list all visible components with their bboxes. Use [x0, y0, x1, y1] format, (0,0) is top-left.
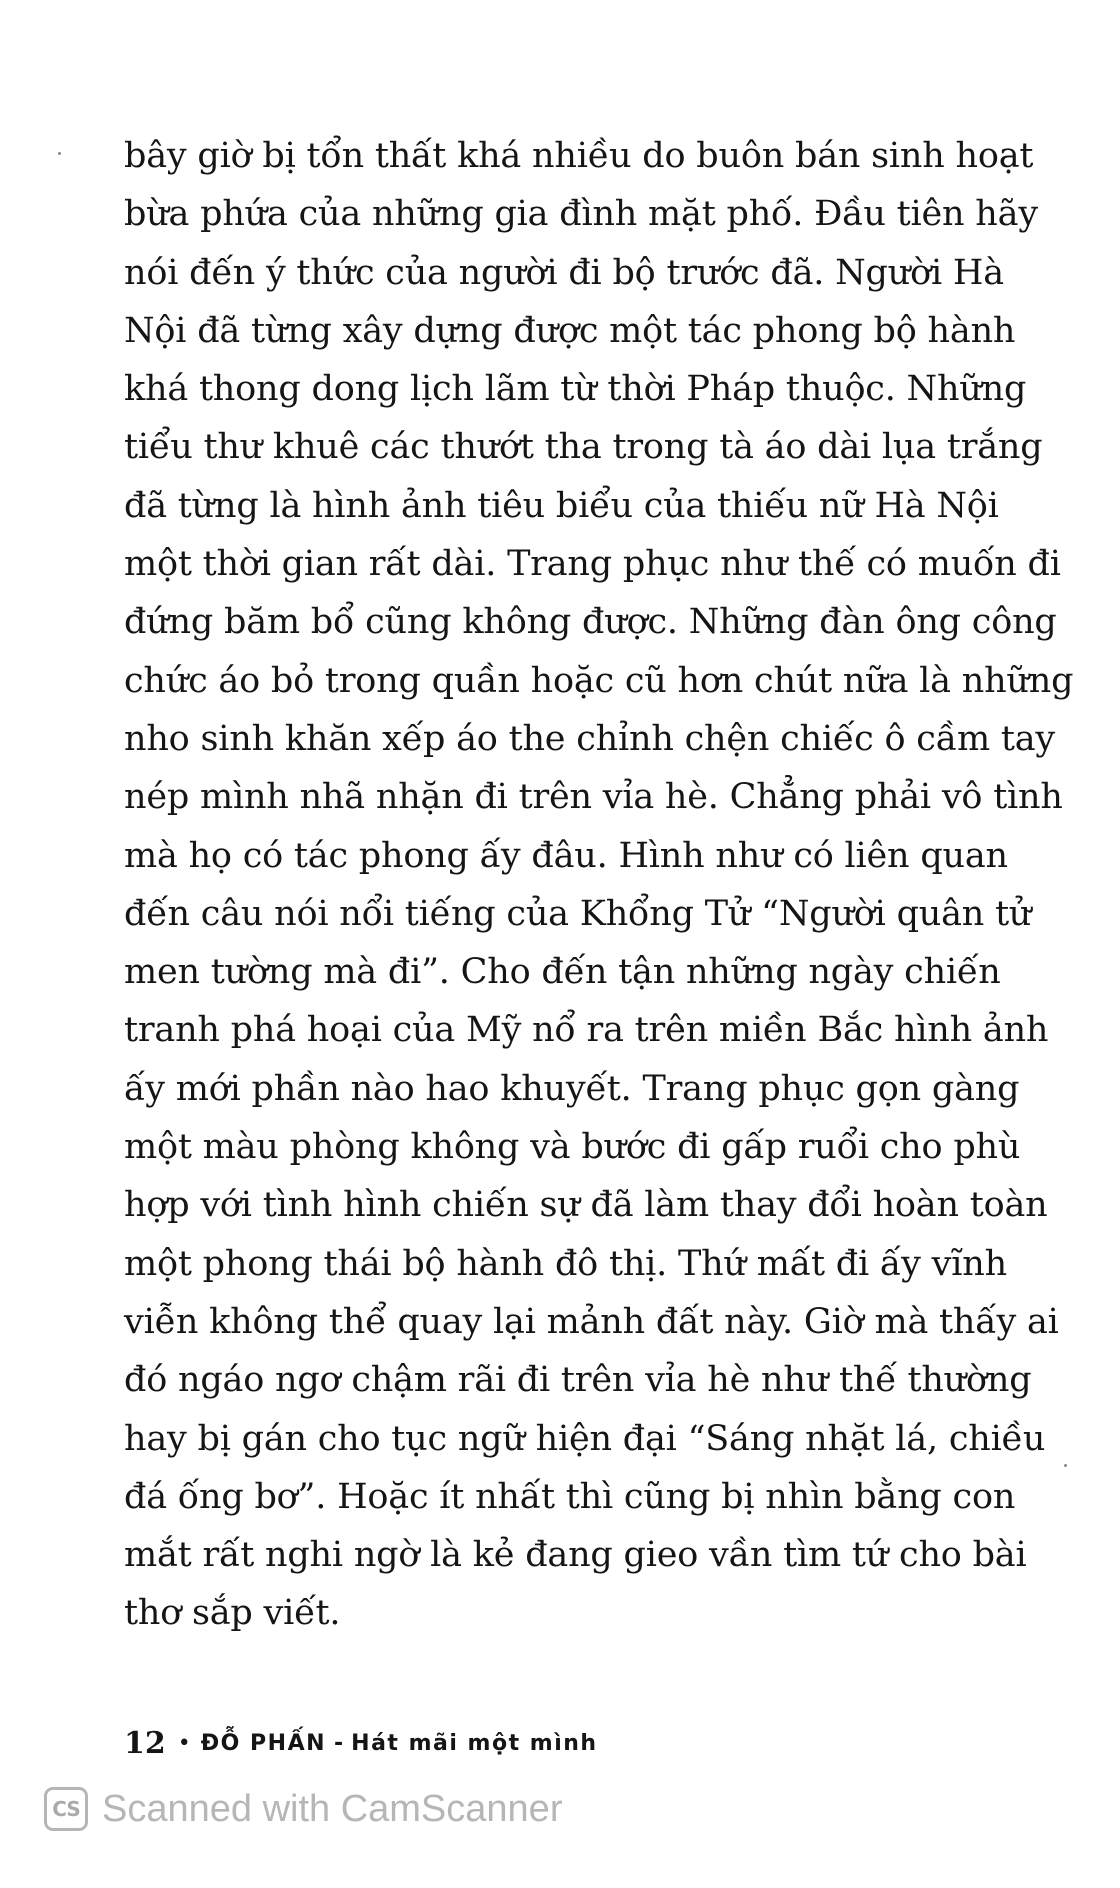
text-line: bây giờ bị tổn thất khá nhiều do buôn bán sinh hoạt [124, 136, 1034, 176]
text-line: mắt rất nghi ngờ là kẻ đang gieo vần tìm tứ cho bài [124, 1535, 1027, 1576]
text-line: nho sinh khăn xếp áo the chỉnh chện chiếc ô cầm tay [124, 718, 1055, 759]
text-line: nói đến ý thức của người đi bộ trước đã. Người Hà [124, 252, 1004, 293]
text-line: đá ống bơ”. Hoặc ít nhất thì cũng bị nhìn bằng con [124, 1476, 1016, 1517]
page-number: 12 [124, 1725, 166, 1761]
text-line: nép mình nhã nhặn đi trên vỉa hè. Chẳng phải vô tình [124, 777, 1063, 818]
text-line: thơ sắp viết. [124, 1593, 341, 1634]
text-line: men tường mà đi”. Cho đến tận những ngày chiến [124, 952, 1001, 993]
author-name: ĐỖ PHẤN [200, 1730, 327, 1756]
text-line: hay bị gán cho tục ngữ hiện đại “Sáng nhặt lá, chiều [124, 1418, 1046, 1459]
text-line: Nội đã từng xây dựng được một tác phong bộ hành [124, 310, 1016, 351]
text-line: khá thong dong lịch lãm từ thời Pháp thuộc. Những [124, 369, 1027, 410]
text-line: đã từng là hình ảnh tiêu biểu của thiếu nữ Hà Nội [124, 485, 999, 526]
scan-speck [1064, 1464, 1067, 1467]
body-text [124, 127, 1074, 1643]
text-line: đó ngáo ngơ chậm rãi đi trên vỉa hè như thế thường [124, 1360, 1032, 1401]
scanner-watermark [44, 1787, 562, 1831]
text-line: mà họ có tác phong ấy đâu. Hình như có liên quan [124, 835, 1008, 876]
text-line: một thời gian rất dài. Trang phục như thế có muốn đi [124, 544, 1061, 585]
text-line: tiểu thư khuê các thướt tha trong tà áo dài lụa trắng [124, 427, 1043, 468]
dash-separator: - [334, 1730, 344, 1756]
text-line: hợp với tình hình chiến sự đã làm thay đổi hoàn toàn [124, 1185, 1048, 1226]
text-line: đến câu nói nổi tiếng của Khổng Tử “Người quân tử [124, 893, 1032, 934]
bullet-separator: • [177, 1730, 191, 1756]
text-line: đứng băm bổ cũng không được. Những đàn ông công [124, 602, 1057, 643]
scan-speck [58, 152, 61, 155]
book-title: Hát mãi một mình [351, 1730, 598, 1756]
watermark-text: Scanned with CamScanner [102, 1787, 563, 1830]
page-footer [124, 1725, 598, 1761]
text-line: viễn không thể quay lại mảnh đất này. Giờ mà thấy ai [124, 1301, 1059, 1342]
camscanner-logo-icon: CS [44, 1787, 88, 1831]
text-line: chức áo bỏ trong quần hoặc cũ hơn chút nữa là những [124, 660, 1074, 701]
text-line: một màu phòng không và bước đi gấp ruổi cho phù [124, 1127, 1021, 1168]
text-line: một phong thái bộ hành đô thị. Thứ mất đi ấy vĩnh [124, 1243, 1007, 1284]
text-line: ấy mới phần nào hao khuyết. Trang phục gọn gàng [124, 1068, 1020, 1109]
text-line: bừa phứa của những gia đình mặt phố. Đầu tiên hãy [124, 194, 1038, 235]
text-line: tranh phá hoại của Mỹ nổ ra trên miền Bắc hình ảnh [124, 1010, 1049, 1051]
